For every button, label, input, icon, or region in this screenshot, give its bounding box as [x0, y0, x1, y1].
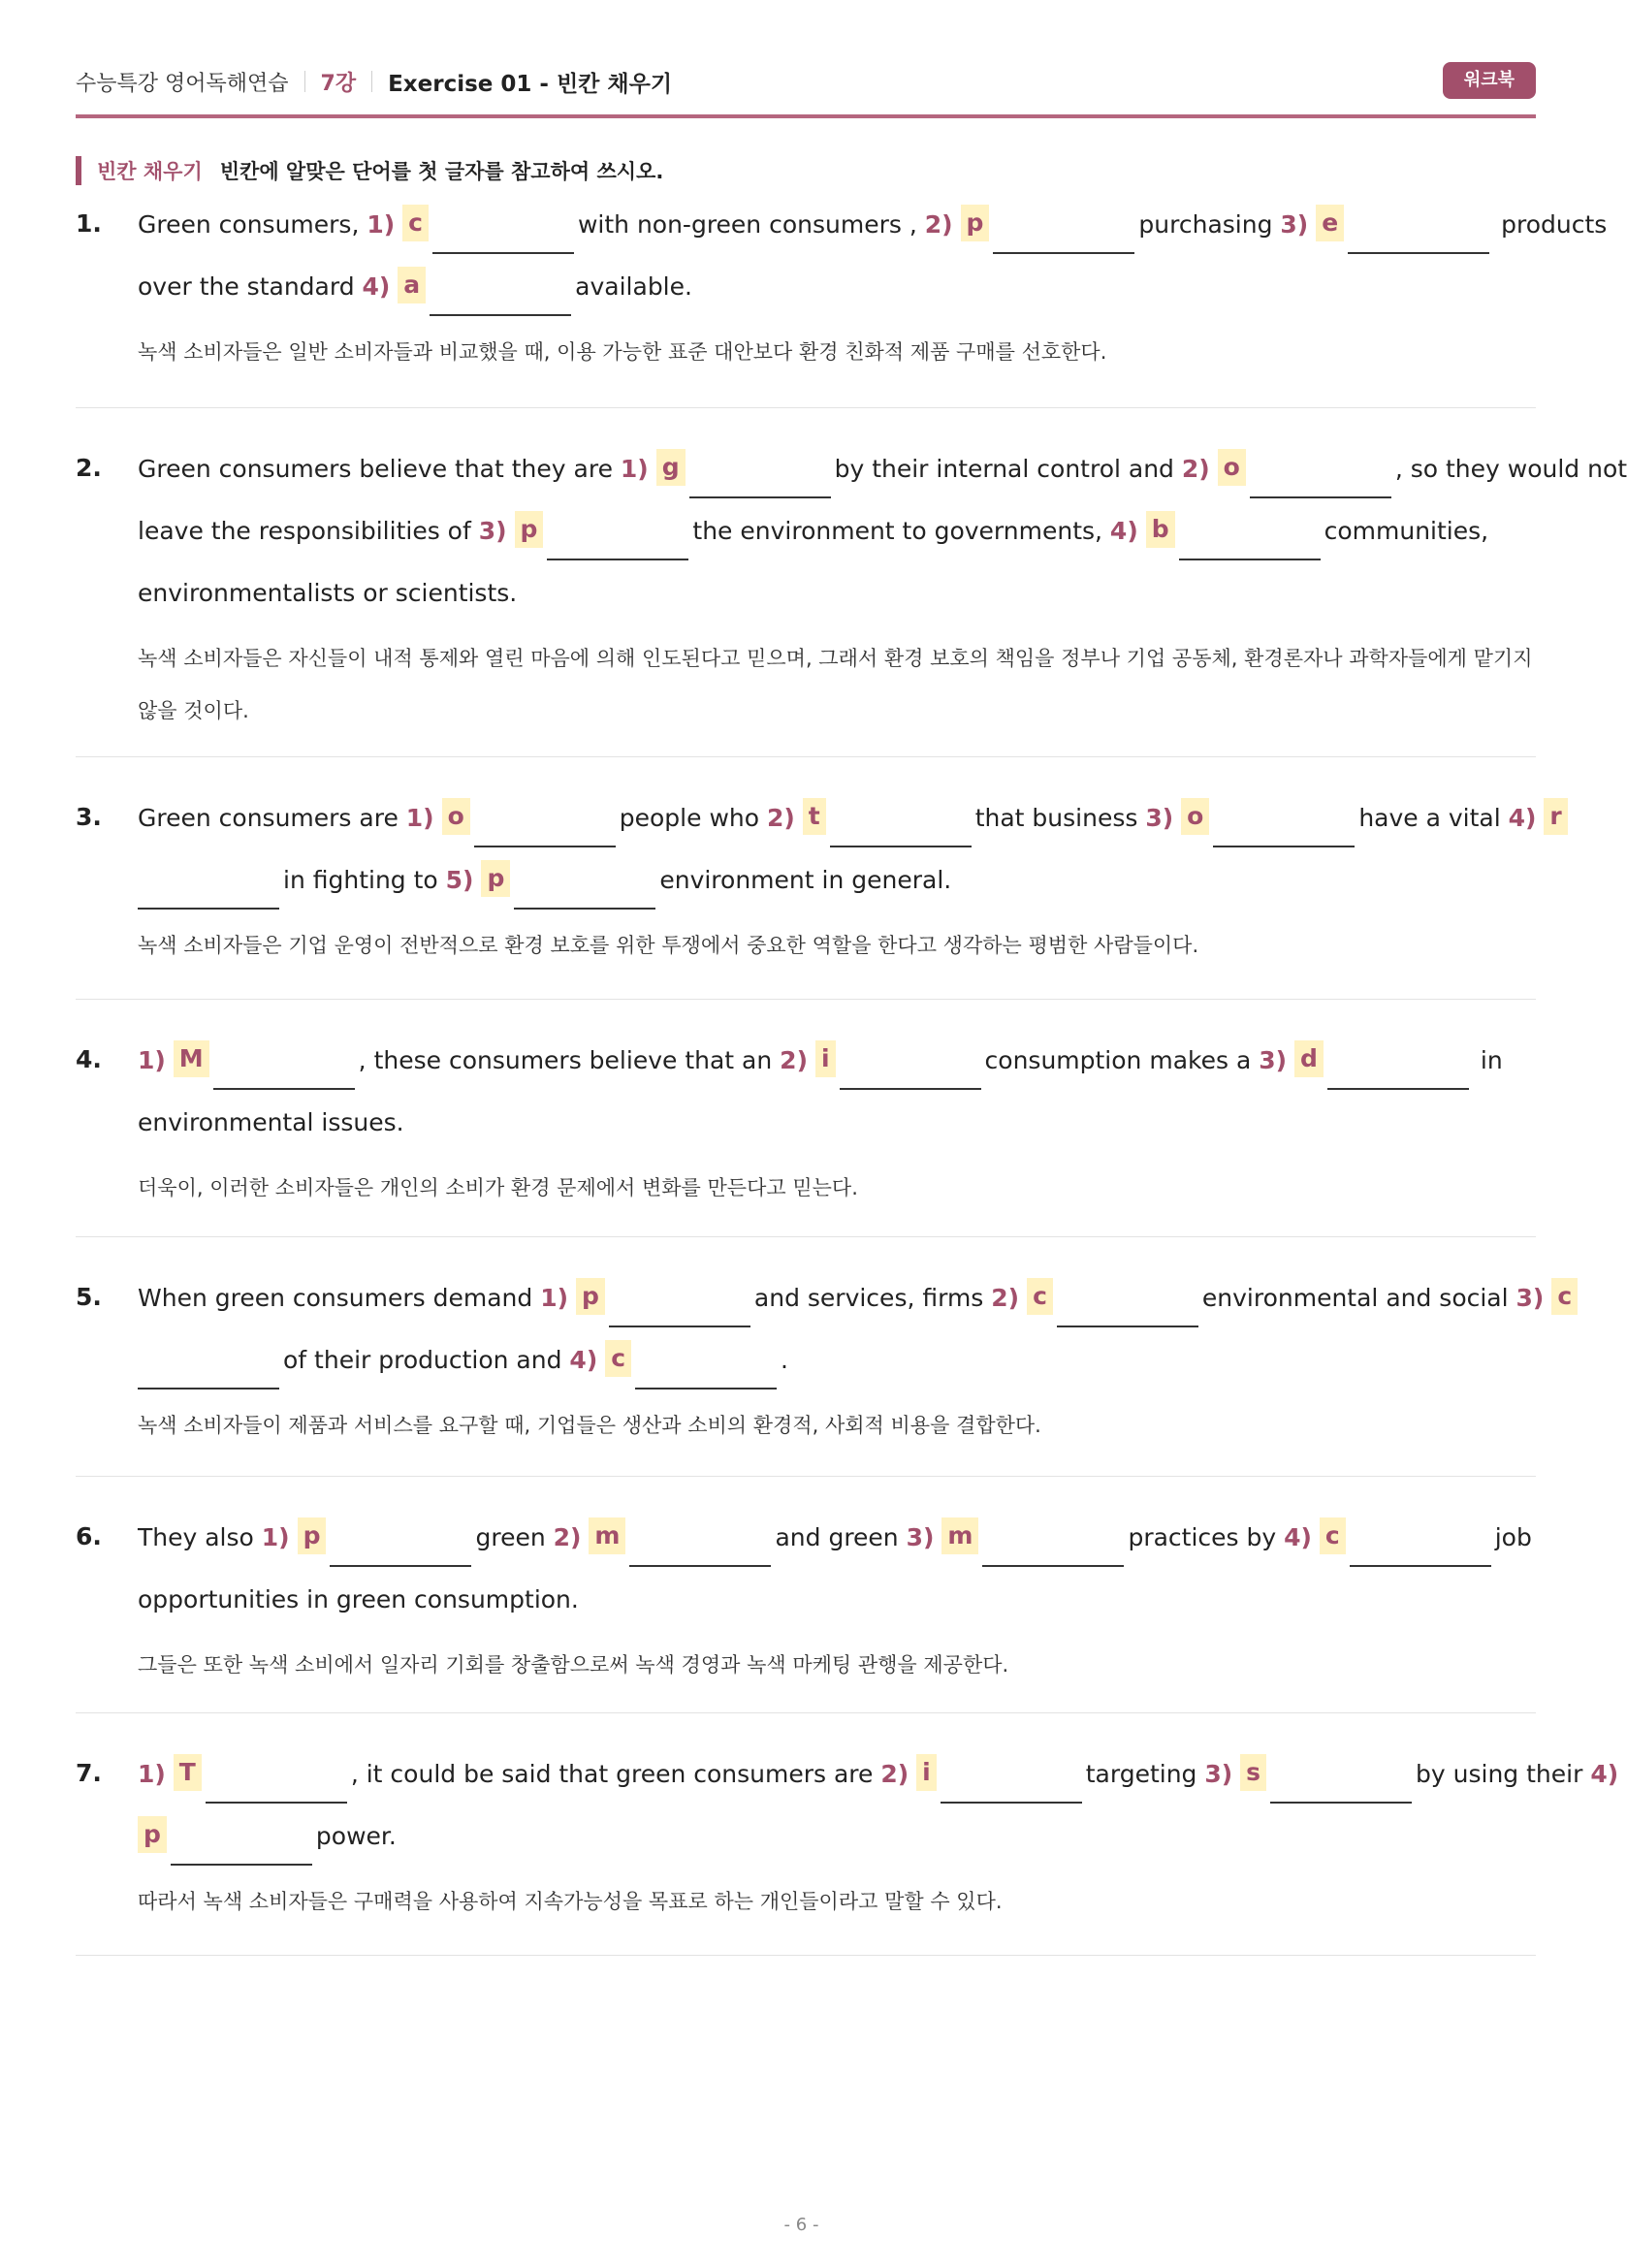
first-letter-hint: c [1320, 1517, 1346, 1554]
sentence-text: Green consumers, [138, 210, 367, 239]
sentence-text: targeting [1085, 1760, 1205, 1788]
first-letter-hint: M [174, 1040, 209, 1077]
sentence-text: available. [575, 272, 692, 301]
sentence-text: have a vital [1358, 804, 1509, 832]
first-letter-hint: o [1181, 798, 1209, 835]
sentence-text: with non-green consumers , [577, 210, 925, 239]
sentence-text: environmental issues. [138, 1108, 404, 1136]
sentence-text: Green consumers believe that they are [138, 455, 621, 483]
blank-marker: 4) [1590, 1760, 1619, 1788]
instruction [76, 155, 663, 186]
item-divider [76, 1236, 1536, 1237]
blank-marker: 3) [1145, 804, 1174, 832]
instruction-bar [76, 156, 81, 185]
first-letter-hint: i [916, 1754, 937, 1791]
answer-blank[interactable] [830, 797, 972, 847]
sentence-text: over the standard [138, 272, 363, 301]
sentence-text: green [475, 1523, 554, 1551]
item-divider [76, 999, 1536, 1000]
blank-marker: 5) [445, 866, 474, 894]
first-letter-hint: c [402, 205, 429, 241]
sentence-text: , so they would not [1394, 455, 1627, 483]
first-letter-hint: a [398, 267, 426, 303]
answer-blank[interactable] [609, 1277, 750, 1327]
answer-blank[interactable] [430, 266, 571, 316]
lesson-label: 7강 [320, 71, 357, 96]
blank-marker: 3) [478, 517, 507, 545]
sentence-line [138, 1751, 1619, 1813]
answer-blank[interactable] [840, 1039, 981, 1090]
course-title: 수능특강 영어독해연습 [76, 71, 289, 96]
page-header [76, 58, 1536, 105]
answer-blank[interactable] [982, 1517, 1124, 1567]
blank-marker: 2) [991, 1284, 1020, 1312]
first-letter-hint: b [1146, 511, 1175, 548]
instruction-text: 빈칸에 알맞은 단어를 첫 글자를 참고하여 쓰시오. [219, 160, 664, 183]
first-letter-hint: o [442, 798, 470, 835]
answer-blank[interactable] [941, 1753, 1082, 1804]
first-letter-hint: p [298, 1517, 327, 1554]
first-letter-hint: p [515, 511, 544, 548]
first-letter-hint: e [1316, 205, 1344, 241]
sentence-text: environmental and social [1201, 1284, 1516, 1312]
sentence-text: the environment to governments, [692, 517, 1110, 545]
blank-marker: 2) [880, 1760, 909, 1788]
korean-translation: 녹색 소비자들은 기업 운영이 전반적으로 환경 보호를 위한 투쟁에서 중요한 역할을 한다고 생각하는 평범한 사람들이다. [138, 934, 1199, 957]
korean-translation: 따라서 녹색 소비자들은 구매력을 사용하여 지속가능성을 목표로 하는 개인들이라고 말할 수 있다. [138, 1890, 1003, 1913]
item-number: 4. [76, 1045, 102, 1073]
answer-blank[interactable] [1270, 1753, 1412, 1804]
blank-marker: 2) [766, 804, 795, 832]
exercise-title: Exercise 01 - 빈칸 채우기 [388, 71, 673, 97]
sentence-text: communities, [1324, 517, 1489, 545]
first-letter-hint: p [138, 1816, 167, 1853]
header-divider [371, 71, 372, 92]
blank-marker: 2) [553, 1523, 582, 1551]
sentence-text: . [781, 1346, 788, 1374]
sentence-line [138, 202, 1608, 264]
item-number: 1. [76, 209, 102, 238]
first-letter-hint: s [1240, 1754, 1266, 1791]
answer-blank[interactable] [635, 1339, 777, 1390]
item-body [138, 795, 1562, 972]
blank-marker: 3) [1259, 1046, 1288, 1074]
item-number: 5. [76, 1283, 102, 1311]
item-number: 2. [76, 454, 102, 482]
answer-blank[interactable] [1348, 204, 1489, 254]
sentence-text: and green [775, 1523, 907, 1551]
answer-blank[interactable] [629, 1517, 771, 1567]
sentence-text: consumption makes a [984, 1046, 1260, 1074]
first-letter-hint: i [815, 1040, 836, 1077]
item-body [138, 1751, 1619, 1928]
first-letter-hint: T [174, 1754, 202, 1791]
blank-marker: 1) [540, 1284, 569, 1312]
sentence-line [138, 1813, 1536, 1875]
answer-blank[interactable] [1179, 510, 1321, 560]
answer-blank[interactable] [206, 1753, 347, 1804]
sentence-text: in [1480, 1046, 1503, 1074]
sentence-text: people who [619, 804, 767, 832]
korean-translation: 녹색 소비자들이 제품과 서비스를 요구할 때, 기업들은 생산과 소비의 환경적, 사회적 비용을 결합한다. [138, 1414, 1041, 1437]
answer-blank[interactable] [330, 1517, 471, 1567]
sentence-text: , it could be said that green consumers are [350, 1760, 881, 1788]
sentence-text: of their production and [283, 1346, 570, 1374]
first-letter-hint: g [656, 449, 686, 486]
korean-translation: 녹색 소비자들은 자신들이 내적 통제와 열린 마음에 의해 인도된다고 믿으며, 그래서 환경 보호의 책임을 정부나 기업 공동체, 환경론자나 과학자들에게 맡기지 [138, 647, 1533, 670]
item-body [138, 1515, 1536, 1691]
item-number: 7. [76, 1759, 102, 1787]
item-number: 3. [76, 803, 102, 831]
blank-marker: 2) [780, 1046, 808, 1074]
item-divider [76, 1712, 1536, 1713]
sentence-line [138, 1337, 1536, 1399]
sentence-text: by using their [1416, 1760, 1591, 1788]
answer-blank[interactable] [474, 797, 616, 847]
sentence-text: When green consumers demand [138, 1284, 541, 1312]
item-divider [76, 1476, 1536, 1477]
blank-marker: 4) [362, 272, 391, 301]
page-number: - 6 - [783, 2215, 819, 2235]
item-divider [76, 407, 1536, 408]
blank-marker: 2) [1181, 455, 1210, 483]
answer-blank[interactable] [1057, 1277, 1198, 1327]
sentence-line [138, 795, 1562, 857]
answer-blank[interactable] [1213, 797, 1355, 847]
blank-marker: 3) [1515, 1284, 1545, 1312]
answer-blank[interactable] [138, 859, 279, 910]
blank-marker: 1) [405, 804, 434, 832]
sentence-text: products [1501, 210, 1608, 239]
first-letter-hint: m [941, 1517, 978, 1554]
sentence-text: Green consumers are [138, 804, 406, 832]
first-letter-hint: o [1218, 449, 1246, 486]
sentence-text: , these consumers believe that an [358, 1046, 781, 1074]
instruction-tag: 빈칸 채우기 [97, 160, 203, 183]
answer-blank[interactable] [547, 510, 688, 560]
sentence-line [138, 1100, 1536, 1162]
answer-blank[interactable] [213, 1039, 355, 1090]
blank-marker: 1) [620, 455, 649, 483]
answer-blank[interactable] [689, 448, 831, 498]
header-divider [304, 71, 305, 92]
korean-translation: 않을 것이다. [138, 699, 249, 722]
answer-blank[interactable] [514, 859, 655, 910]
sentence-text: opportunities in green consumption. [138, 1585, 579, 1613]
blank-marker: 3) [1204, 1760, 1233, 1788]
sentence-text: purchasing [1138, 210, 1281, 239]
sentence-line [138, 1577, 1536, 1639]
sentence-line [138, 1515, 1536, 1577]
blank-marker: 1) [367, 210, 396, 239]
sentence-line [138, 446, 1627, 508]
blank-marker: 4) [1284, 1523, 1312, 1551]
sentence-line [138, 1038, 1536, 1100]
item-body [138, 446, 1627, 737]
sentence-text: environmentalists or scientists. [138, 579, 518, 607]
first-letter-hint: m [589, 1517, 625, 1554]
answer-blank[interactable] [171, 1815, 312, 1866]
first-letter-hint: c [605, 1340, 631, 1377]
sentence-text: in fighting to [283, 866, 446, 894]
item-body [138, 1275, 1573, 1452]
sentence-text: job [1494, 1523, 1532, 1551]
blank-marker: 3) [1280, 210, 1309, 239]
blank-marker: 1) [138, 1046, 166, 1074]
blank-marker: 1) [261, 1523, 290, 1551]
answer-blank[interactable] [432, 204, 574, 254]
first-letter-hint: c [1551, 1278, 1578, 1315]
blank-marker: 4) [1109, 517, 1138, 545]
first-letter-hint: d [1294, 1040, 1324, 1077]
answer-blank[interactable] [1250, 448, 1391, 498]
first-letter-hint: r [1544, 798, 1567, 835]
item-body [138, 202, 1608, 378]
sentence-text: They also [138, 1523, 262, 1551]
first-letter-hint: c [1027, 1278, 1053, 1315]
sentence-line [138, 1275, 1573, 1337]
first-letter-hint: p [481, 860, 510, 897]
workbook-badge: 워크북 [1443, 62, 1536, 99]
sentence-line [138, 264, 1536, 326]
korean-translation: 그들은 또한 녹색 소비에서 일자리 기회를 창출함으로써 녹색 경영과 녹색 마케팅 관행을 제공한다. [138, 1653, 1009, 1677]
korean-translation: 더욱이, 이러한 소비자들은 개인의 소비가 환경 문제에서 변화를 만든다고 믿는다. [138, 1176, 858, 1199]
sentence-text: leave the responsibilities of [138, 517, 479, 545]
item-number: 6. [76, 1522, 102, 1550]
sentence-line [138, 857, 1536, 919]
sentence-text: environment in general. [659, 866, 952, 894]
sentence-line [138, 508, 1536, 570]
item-divider [76, 1955, 1536, 1956]
blank-marker: 1) [138, 1760, 166, 1788]
answer-blank[interactable] [138, 1339, 279, 1390]
blank-marker: 3) [906, 1523, 935, 1551]
answer-blank[interactable] [993, 204, 1134, 254]
answer-blank[interactable] [1327, 1039, 1469, 1090]
blank-marker: 4) [1508, 804, 1537, 832]
answer-blank[interactable] [1350, 1517, 1491, 1567]
first-letter-hint: t [803, 798, 826, 835]
sentence-text: and services, firms [753, 1284, 992, 1312]
first-letter-hint: p [961, 205, 990, 241]
sentence-line [138, 570, 1536, 632]
first-letter-hint: p [576, 1278, 605, 1315]
sentence-text: practices by [1128, 1523, 1285, 1551]
sentence-text: power. [315, 1822, 397, 1850]
header-rule [76, 114, 1536, 118]
blank-marker: 2) [924, 210, 953, 239]
blank-marker: 4) [569, 1346, 598, 1374]
sentence-text: that business [974, 804, 1146, 832]
korean-translation: 녹색 소비자들은 일반 소비자들과 비교했을 때, 이용 가능한 표준 대안보다 환경 친화적 제품 구매를 선호한다. [138, 340, 1107, 364]
sentence-text: by their internal control and [834, 455, 1182, 483]
item-body [138, 1038, 1536, 1214]
item-divider [76, 756, 1536, 757]
